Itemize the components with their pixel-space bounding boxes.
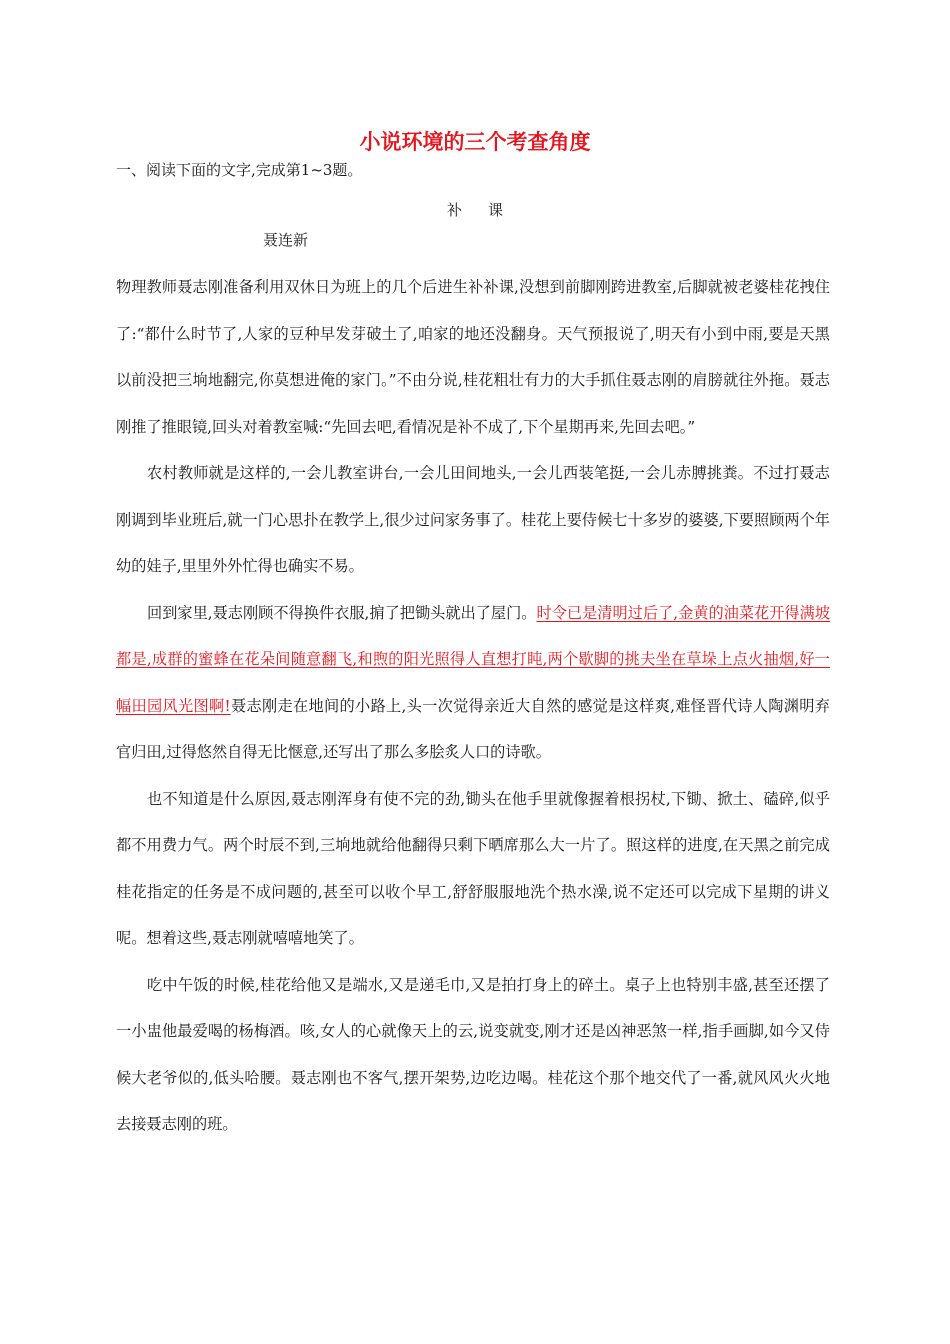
- story-body: [116, 264, 830, 1148]
- paragraph-4: 也不知道是什么原因,聂志刚浑身有使不完的劲,锄头在他手里就像握着根拐杖,下锄、掀土、磕碎,似乎都不用费力气。两个时辰不到,三垧地就给他翻得只剩下晒席那么大一片了。照这样的进度,在天黑之前完成桂花指定的任务是不成问题的,甚至可以收个早工,舒舒服服地洗个热水澡,说不定还可以完成下星期的讲义呢。想着这些,聂志刚就嘻嘻地笑了。: [116, 789, 830, 947]
- paragraph-2: 农村教师就是这样的,一会儿教室讲台,一会儿田间地头,一会儿西装笔挺,一会儿赤膊挑粪。不过打聂志刚调到毕业班后,就一门心思扑在教学上,很少过问家务事了。桂花上要侍候七十多岁的婆婆,下要照顾两个年幼的娃子,里里外外忙得也确实不易。: [116, 464, 830, 575]
- paragraph-3: [116, 590, 830, 776]
- paragraph-3-tail: 聂志刚走在地间的小路上,头一次觉得亲近大自然的感觉是这样爽,难怪晋代诗人陶渊明弃官归田,过得悠然自得无比惬意,还写出了那么多脍炙人口的诗歌。: [116, 696, 830, 761]
- story-author: 聂连新: [263, 231, 309, 249]
- paragraph-3-lead: 回到家里,聂志刚顾不得换件衣服,掮了把锄头就出了屋门。: [147, 603, 537, 622]
- document-title: 小说环境的三个考查角度: [359, 130, 591, 154]
- story-title: 补课: [446, 201, 529, 219]
- highlighted-environment-description: 时令已是清明过后了,金黄的油菜花开得满坡都是,成群的蜜蜂在花朵间随意翻飞,和煦的阳光照得人直想打盹,两个歇脚的挑夫坐在草垛上点火抽烟,好一幅田园风光图啊!: [116, 603, 831, 715]
- question-instruction: 一、阅读下面的文字,完成第1~3题。: [116, 161, 363, 179]
- paragraph-5: 吃中午饭的时候,桂花给他又是端水,又是递毛巾,又是拍打身上的碎土。桌子上也特别丰盛,甚至还摆了一小盅他最爱喝的杨梅酒。咳,女人的心就像天上的云,说变就变,刚才还是凶神恶煞一样,指手画脚,如今又侍候大老爷似的,低头哈腰。聂志刚也不客气,摆开架势,边吃边喝。桂花这个那个地交代了一番,就风风火火地去接聂志刚的班。: [116, 975, 830, 1133]
- paragraph-1: 物理教师聂志刚准备利用双休日为班上的几个后进生补补课,没想到前脚刚跨进教室,后脚就被老婆桂花拽住了:“都什么时节了,人家的豆种早发芽破土了,咱家的地还没翻身。天气预报说了,明天有小到中雨,要是天黑以前没把三垧地翻完,你莫想进俺的家门。”不由分说,桂花粗壮有力的大手抓住聂志刚的肩膀就往外拖。聂志刚推了推眼镜,回头对着教室喊:“先回去吧,看情况是补不成了,下个星期再来,先回去吧。”: [116, 278, 830, 436]
